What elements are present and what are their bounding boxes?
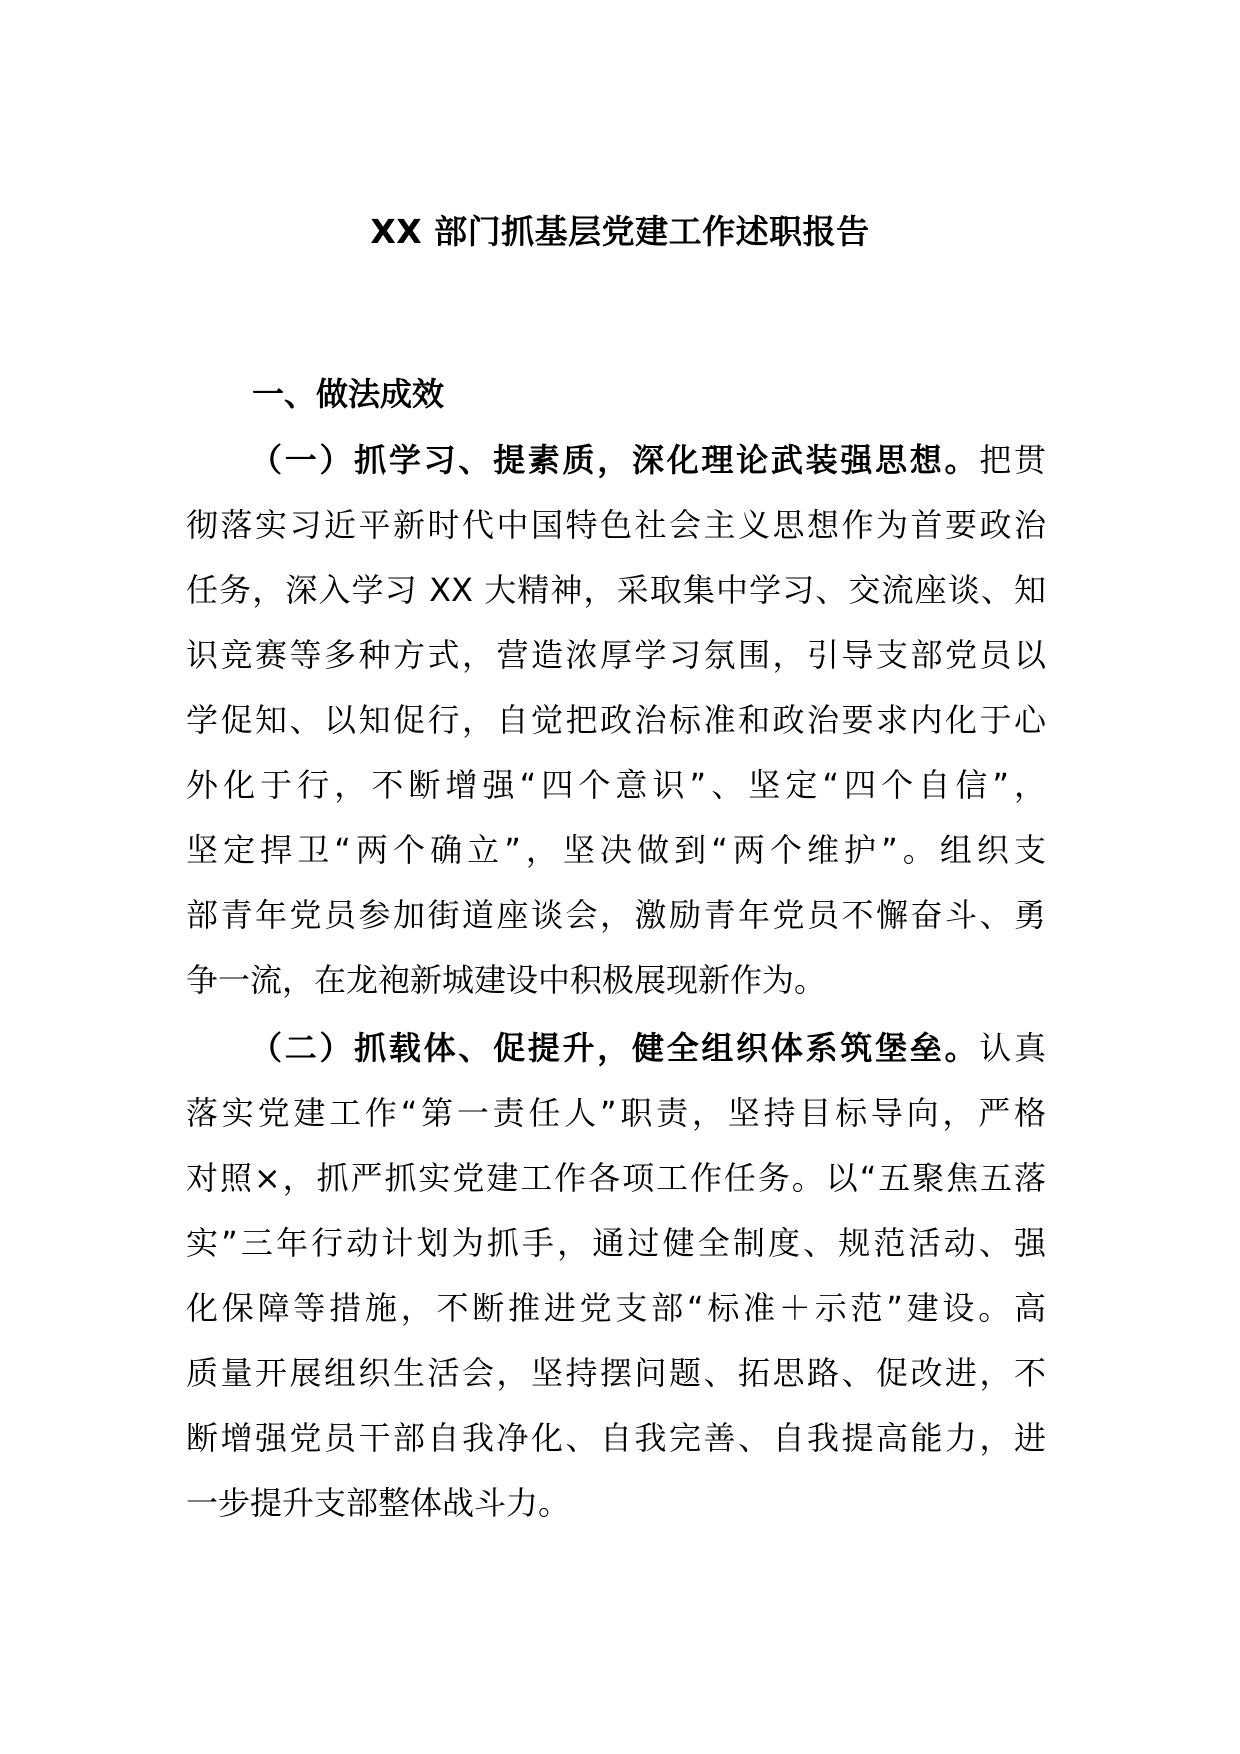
paragraph-2-line: 化保障等措施，不断推进党支部“标准＋示范”建设。高 [186, 1289, 1046, 1327]
paragraph-2-lead: （二）抓载体、促提升，健全组织体系筑堡垒。 [250, 1029, 980, 1067]
paragraph-1-line: 彻落实习近平新时代中国特色社会主义思想作为首要政治 [186, 506, 1046, 544]
paragraph-1-line: 任务，深入学习 XX 大精神，采取集中学习、交流座谈、知 [186, 571, 1046, 609]
paragraph-1-line: 部青年党员参加街道座谈会，激励青年党员不懈奋斗、勇 [186, 896, 1046, 934]
paragraph-2-line: 对照×，抓严抓实党建工作各项工作任务。以“五聚焦五落 [186, 1159, 1046, 1197]
paragraph-1-line: 学促知、以知促行，自觉把政治标准和政治要求内化于心 [186, 701, 1046, 739]
paragraph-2-line: 一步提升支部整体战斗力。 [186, 1484, 571, 1522]
paragraph-2-line-1-rest: 认真 [979, 1029, 1046, 1067]
paragraph-1-line: 外化于行，不断增强“四个意识”、坚定“四个自信”， [186, 766, 1046, 804]
paragraph-2-line: 断增强党员干部自我净化、自我完善、自我提高能力，进 [186, 1419, 1046, 1457]
paragraph-1-line-1-rest: 把贯 [979, 441, 1046, 479]
document-title: XX 部门抓基层党建工作述职报告 [370, 212, 870, 251]
paragraph-1-line: 识竞赛等多种方式，营造浓厚学习氛围，引导支部党员以 [186, 636, 1046, 674]
paragraph-2-line: 落实党建工作“第一责任人”职责，坚持目标导向，严格 [186, 1094, 1046, 1132]
paragraph-1-lead: （一）抓学习、提素质，深化理论武装强思想。 [250, 441, 980, 479]
paragraph-2-line: 实”三年行动计划为抓手，通过健全制度、规范活动、强 [186, 1224, 1046, 1262]
section-heading: 一、做法成效 [252, 375, 445, 413]
paragraph-2 [186, 1016, 1046, 1536]
paragraph-2-line-1 [186, 1016, 1046, 1081]
paragraph-1-line: 争一流，在龙袍新城建设中积极展现新作为。 [186, 961, 827, 999]
paragraph-1-line: 坚定捍卫“两个确立”，坚决做到“两个维护”。组织支 [186, 831, 1046, 869]
paragraph-1 [186, 428, 1046, 1013]
paragraph-2-line: 质量开展组织生活会，坚持摆问题、拓思路、促改进，不 [186, 1354, 1046, 1392]
paragraph-1-line-1 [186, 428, 1046, 493]
